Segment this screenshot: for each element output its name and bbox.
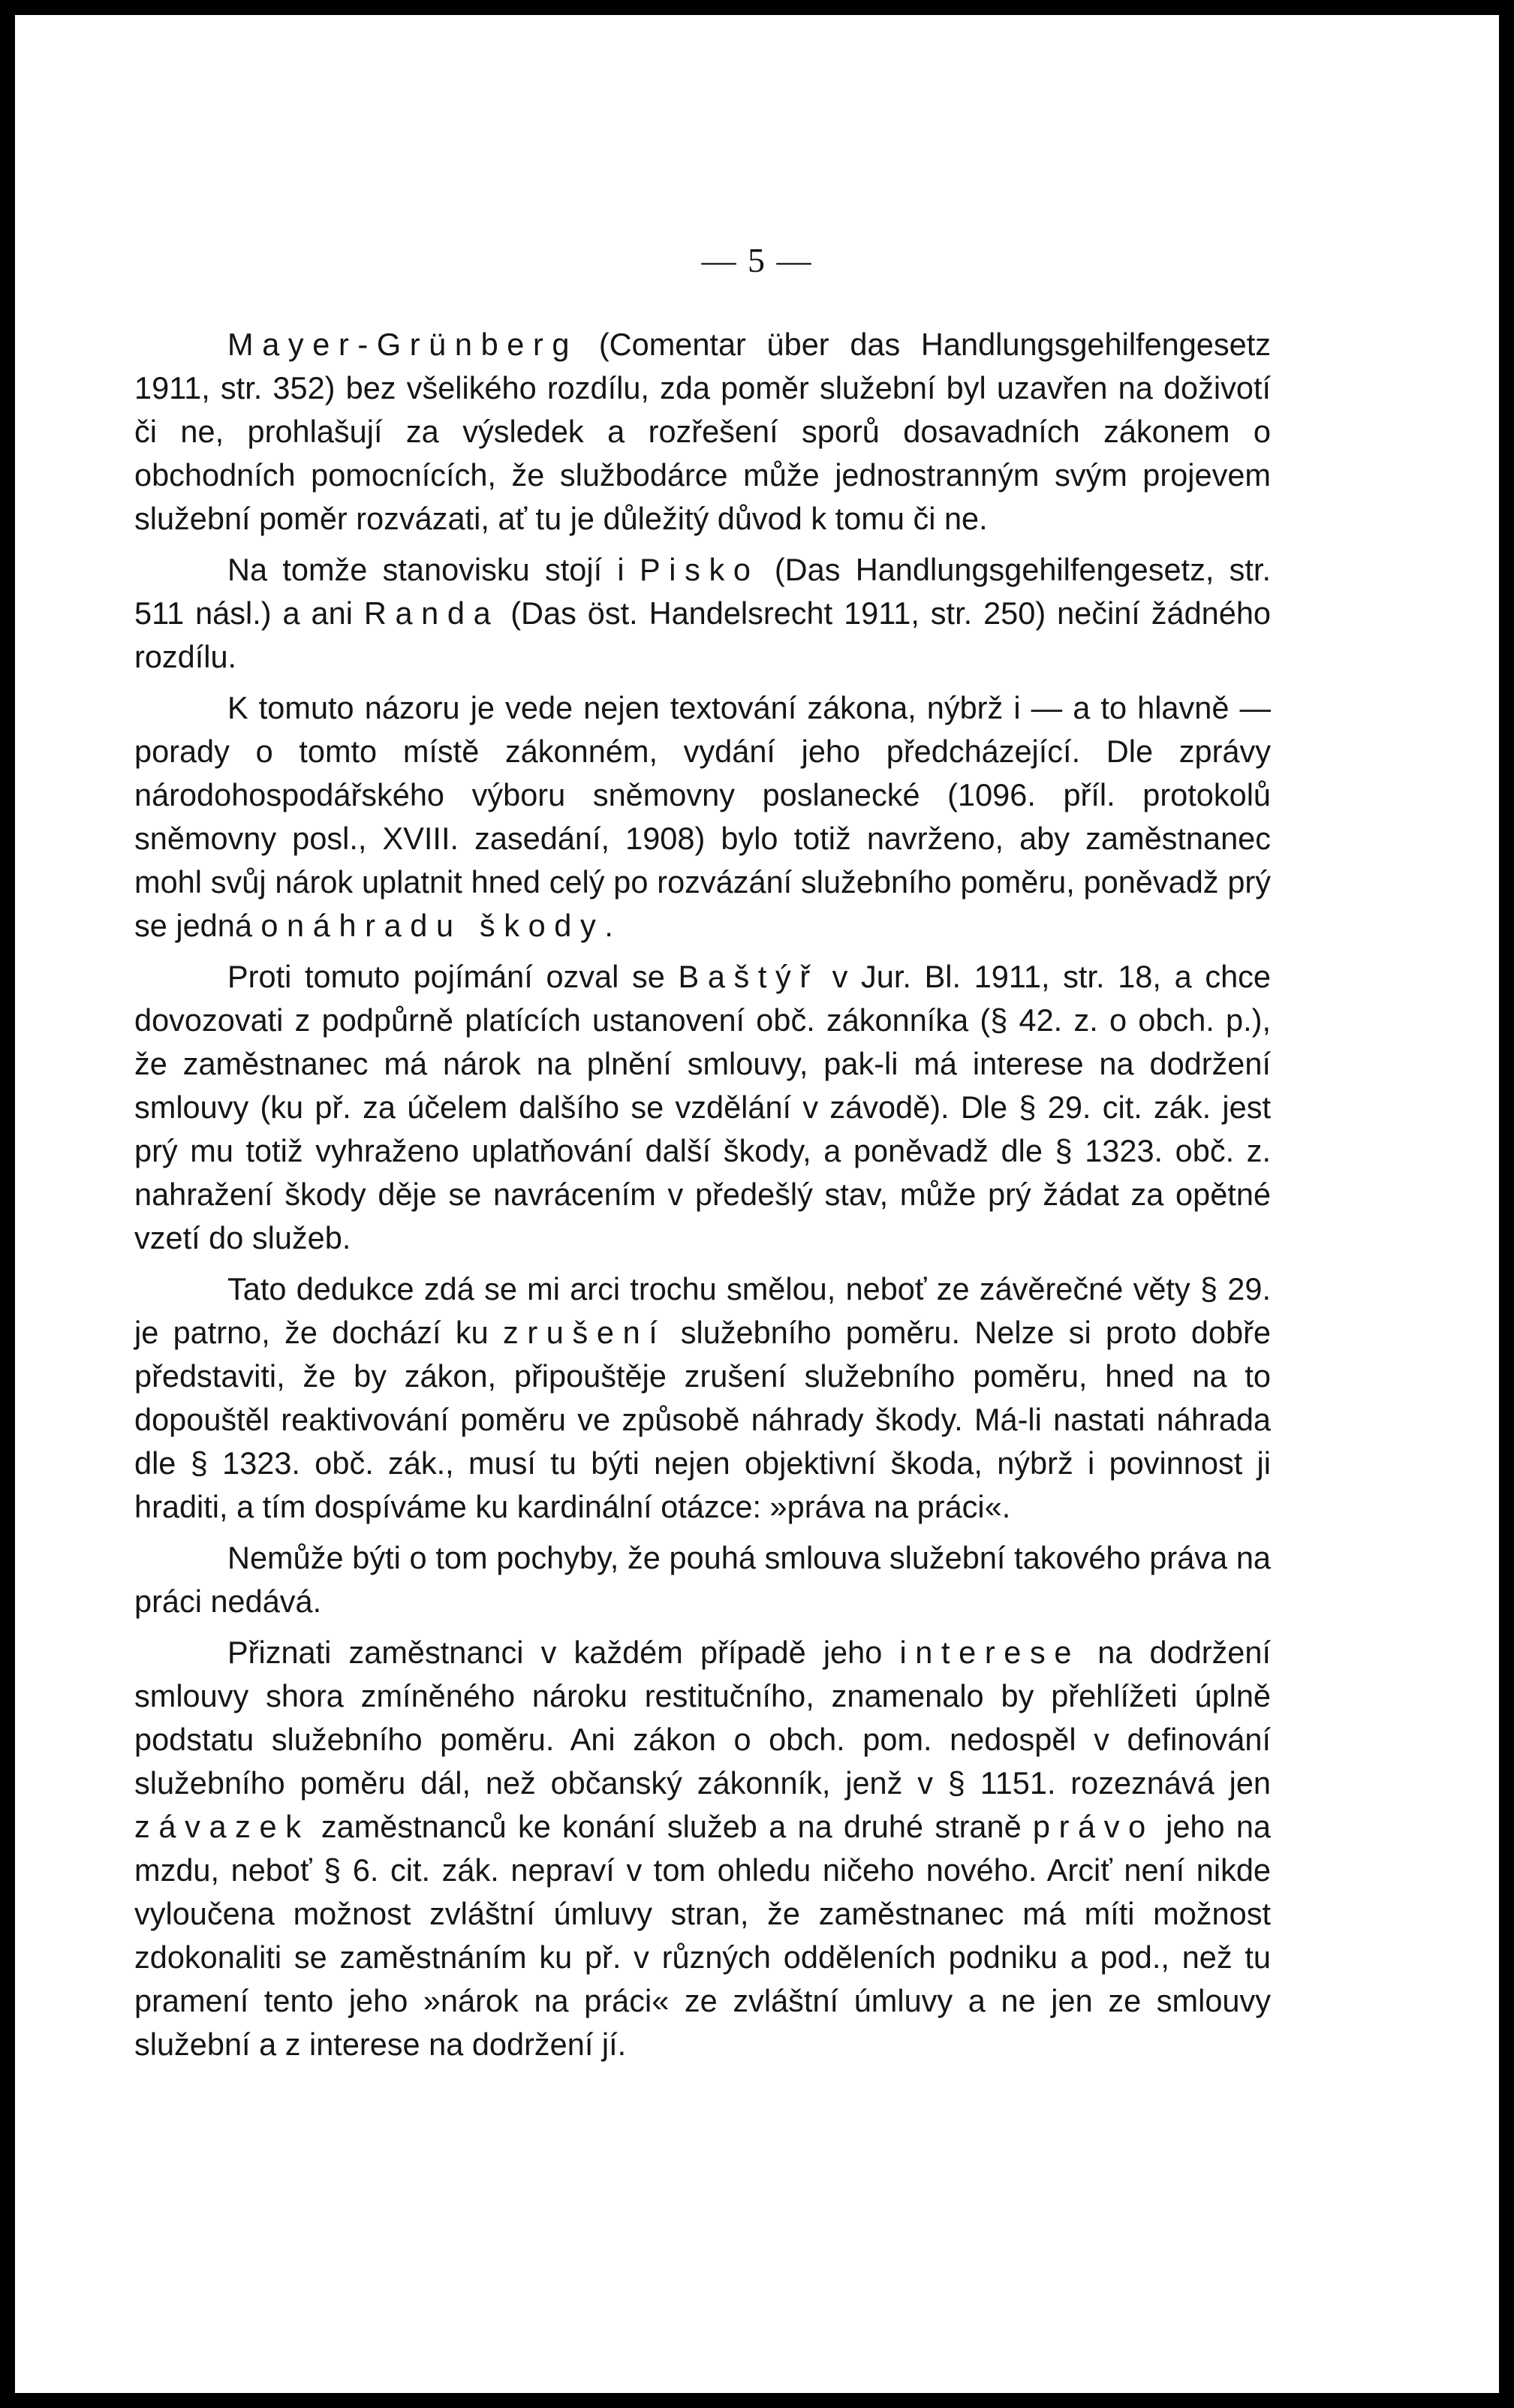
spaced-emphasis: interese [899,1635,1081,1670]
page-number: — 5 — [701,241,813,279]
text-run: v Jur. Bl. 1911, str. 18, a chce dovozovati z podpůrně platících ustanovení obč. zákonníka (§ 42. z. o obch. p.), že zaměstnanec má nárok na plnění smlouvy, pak-li má interese na dodržení smlouvy (ku př. za účelem dalšího se vzdělání v závodě). Dle § 29. cit. zák. jest prý mu totiž vyhraženo uplatňování další škody, a poněvadž dle § 1323. obč. z. nahražení škody děje se navrácením v předešlý stav, může prý žádat za opětné vzetí do služeb. [134,959,1271,1255]
text-run: služebního poměru. Nelze si proto dobře představiti, že by zákon, připouštěje zrušení služebního poměru, hned na to dopouštěl reaktivování poměru ve způsobě náhrady škody. Má-li nastati náhrada dle § 1323. obč. zák., musí tu býti nejen objektivní škoda, nýbrž i povinnost ji hraditi, a tím dospíváme ku kardinální otázce: »práva na práci«. [134,1315,1271,1524]
text-run: Nemůže býti o tom pochyby, že pouhá smlouva služební takového práva na práci nedává. [134,1540,1271,1619]
paragraph [134,1631,1271,2066]
spaced-emphasis: Baštýř [678,959,819,994]
text-run: Na tomže stanovisku stojí i [227,552,640,587]
spaced-emphasis: zrušení [503,1315,667,1350]
spaced-emphasis: Pisko [639,552,760,587]
spaced-emphasis: závazek [134,1809,310,1844]
paragraph [134,548,1271,679]
spaced-emphasis: náhradu škody [287,908,605,943]
text-run: (Das Handlungsgehilfengesetz, str. 511 násl.) a ani [134,552,1271,631]
paragraph [134,1536,1271,1623]
text-run: Přiznati zaměstnanci v každém případě jeho [227,1635,900,1670]
paragraph [134,955,1271,1260]
text-run: jeho na mzdu, neboť § 6. cit. zák. nepraví v tom ohledu ničeho nového. Arciť není nikde vyloučena možnost zvláštní úmluvy stran, že zaměstnanec má míti možnost zdokonaliti se zaměstnáním ku př. v různých odděleních podniku a pod., než tu pramení tento jeho »nárok na práci« ze zvláštní úmluvy a ne jen ze smlouvy služební a z interese na dodržení jí. [134,1809,1271,2062]
text-run: zaměstnanců ke konání služeb a na druhé straně [309,1809,1033,1844]
text-run: (Das öst. Handelsrecht 1911, str. 250) nečiní žádného rozdílu. [134,595,1271,674]
text-run: . [604,908,613,943]
spaced-emphasis: právo [1032,1809,1154,1844]
paragraph [134,323,1271,541]
paragraph [134,1267,1271,1529]
spaced-emphasis: Randa [363,595,500,631]
text-run: Proti tomuto pojímání ozval se [227,959,679,994]
text-run: na dodržení smlouvy shora zmíněného nároku restitučního, znamenalo by přehlížeti úplně podstatu služebního poměru. Ani zákon o obch. pom. nedospěl v definování služebního poměru dál, než občanský zákonník, jenž v § 1151. rozeznává jen [134,1635,1271,1801]
spaced-emphasis: Mayer-Grünberg [227,327,579,362]
text-body [134,323,1271,2066]
text-run: Tato dedukce zdá se mi arci trochu smělou, neboť ze závěrečné věty § 29. je patrno, že dochází ku [134,1271,1271,1350]
page-sheet [15,15,1499,2393]
text-run: K tomuto názoru je vede nejen textování zákona, nýbrž i — a to hlavně — porady o tomto místě zákonném, vydání jeho předcházející. Dle zprávy národohospodářského výboru sněmovny poslanecké (1096. příl. protokolů sněmovny posl., XVIII. zasedání, 1908) bylo totiž navrženo, aby zaměstnanec mohl svůj nárok uplatnit hned celý po rozvázání služebního poměru, poněvadž prý se jedná o [134,690,1271,943]
paragraph [134,686,1271,948]
text-run: (Comentar über das Handlungsgehilfengesetz 1911, str. 352) bez všelikého rozdílu, zda poměr služební byl uzavřen na doživotí či ne, prohlašují za výsledek a rozřešení sporů dosavadních zákonem o obchodních pomocnících, že službodárce může jednostranným svým projevem služební poměr rozvázati, ať tu je důležitý důvod k tomu či ne. [134,327,1271,536]
